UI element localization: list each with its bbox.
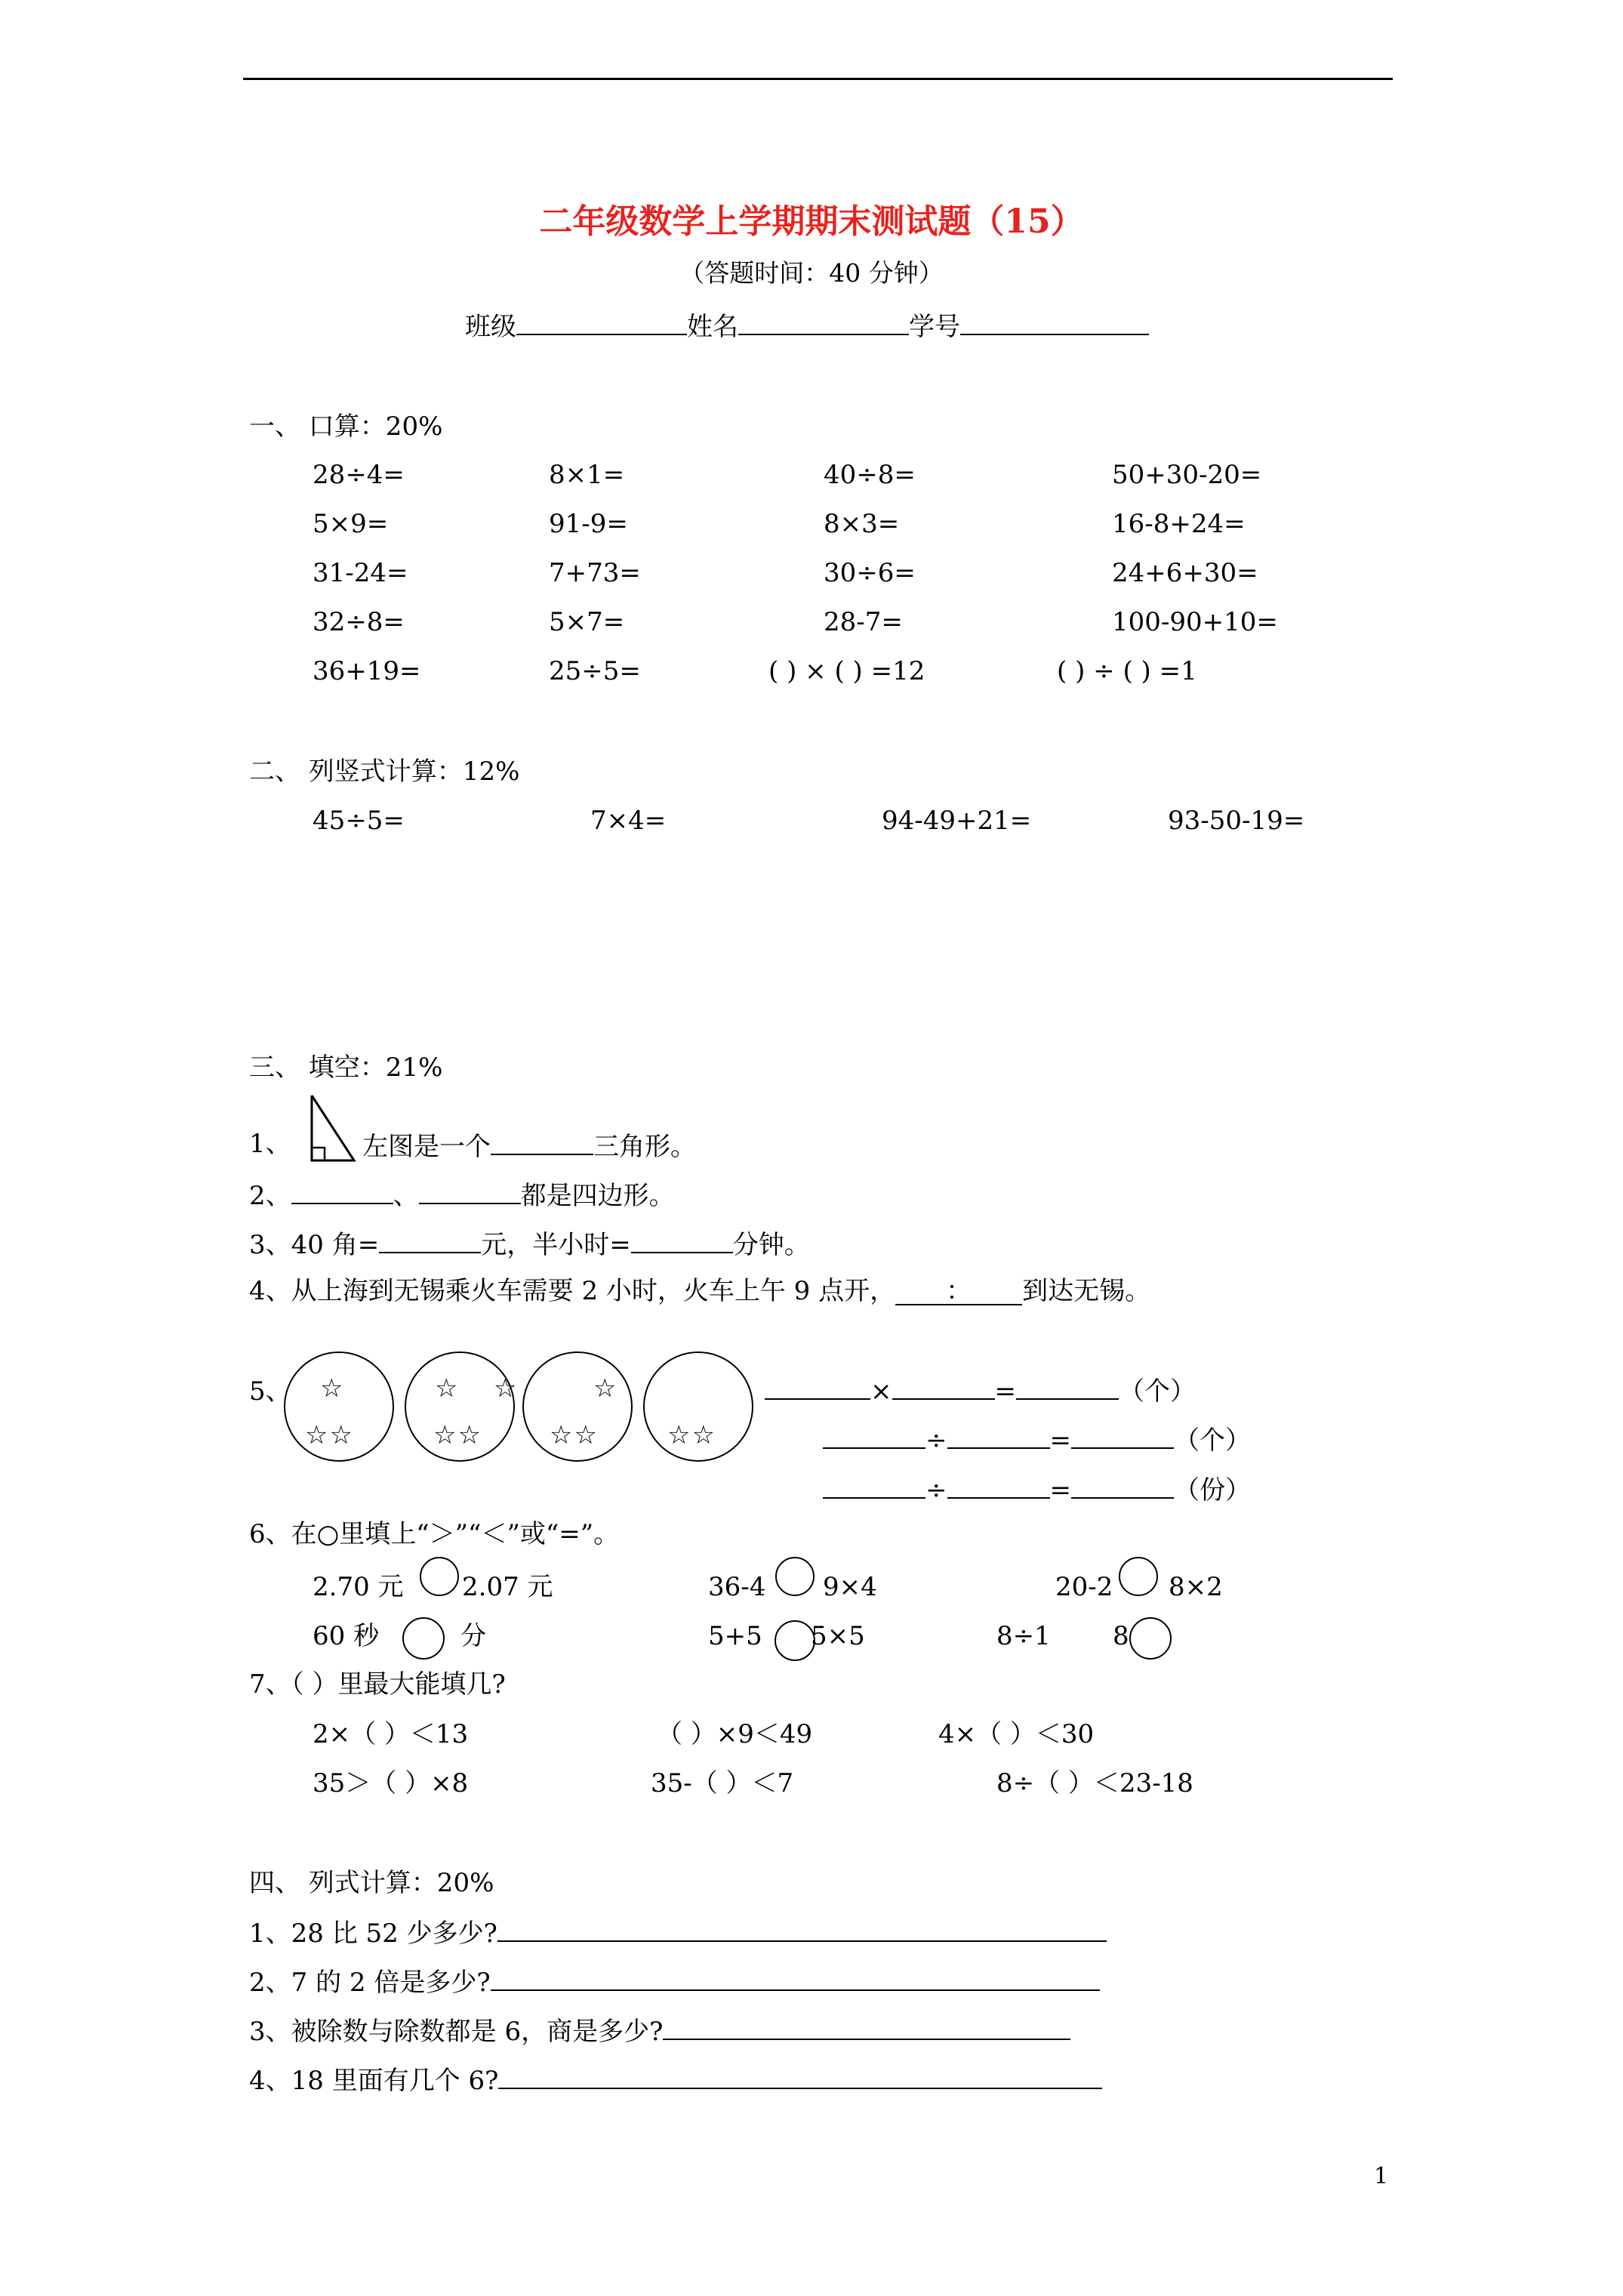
q5-number: 5、 [249, 1376, 291, 1407]
q5-equation-2 [823, 1425, 1251, 1456]
s4-answer-line-2[interactable] [491, 1967, 1100, 1991]
q3-text-a: 3、40 角= [249, 1230, 380, 1260]
compare-circle[interactable] [1119, 1557, 1158, 1596]
q5-l3-op: ÷ [925, 1475, 947, 1505]
id-field[interactable] [960, 311, 1149, 335]
s1-r2-c2: 91-9= [549, 509, 628, 539]
s1-r4-c3: 28-7= [824, 607, 903, 637]
q3-blank-1[interactable] [379, 1229, 481, 1253]
q5-l2-unit: （个） [1174, 1425, 1251, 1456]
s1-r1-c3: 40÷8= [824, 460, 916, 490]
s4-answer-line-1[interactable] [497, 1918, 1107, 1942]
star-pair-icon: ☆☆ [667, 1420, 716, 1450]
right-triangle-figure [310, 1093, 356, 1163]
compare-circle[interactable] [1129, 1617, 1172, 1660]
s4-item-3-text: 3、被除数与除数都是 6，商是多少? [249, 2017, 664, 2047]
q5-l1-blank-1[interactable] [765, 1376, 870, 1400]
s1-r5-c1: 36+19= [313, 656, 421, 686]
q5-l1-eq: = [994, 1376, 1016, 1407]
q4-text-b: 到达无锡。 [1022, 1276, 1151, 1306]
class-field[interactable] [516, 311, 687, 335]
q5-equation-3 [823, 1475, 1251, 1503]
s4-item-2 [249, 1967, 1100, 1996]
q1-number: 1、 [249, 1129, 291, 1159]
s1-r4-c2: 5×7= [549, 607, 625, 637]
q2-line [249, 1180, 675, 1209]
header-rule [243, 78, 1393, 80]
s4-item-2-text: 2、7 的 2 倍是多少? [249, 1968, 491, 1998]
s4-item-1 [249, 1918, 1107, 1949]
q6-r1-c-left: 20-2 [1055, 1572, 1113, 1602]
time-note: （答题时间：40 分钟） [679, 258, 944, 288]
s1-r5-c2: 25÷5= [549, 656, 641, 686]
q5-l3-eq: = [1049, 1475, 1071, 1505]
s1-r2-c1: 5×9= [313, 509, 389, 539]
q2-number: 2、 [249, 1181, 291, 1211]
section4-heading: 四、 列式计算：20% [249, 1868, 494, 1898]
s4-answer-line-4[interactable] [498, 2065, 1102, 2089]
s2-item-1: 45÷5= [313, 806, 405, 836]
q3-text-b: 元，半小时= [481, 1230, 631, 1260]
star-icon: ☆ [435, 1373, 458, 1404]
q5-l1-op: × [870, 1376, 892, 1407]
q7-r1-1: 2×（ ）＜13 [313, 1719, 469, 1749]
q5-l3-blank-3[interactable] [1071, 1475, 1174, 1499]
star-pair-icon: ☆☆ [433, 1420, 482, 1450]
q5-l3-blank-2[interactable] [947, 1475, 1050, 1499]
page-number: 1 [1374, 2163, 1389, 2190]
q6-r2-b-left: 5+5 [708, 1621, 762, 1651]
s1-r4-c4: 100-90+10= [1112, 607, 1278, 637]
q4-colon: ： [946, 1276, 972, 1306]
q7-r2-1: 35＞（ ）×8 [313, 1768, 469, 1798]
section3-heading: 三、 填空：21% [249, 1052, 443, 1083]
q6-prompt: 6、在○里填上“＞”“＜”或“=”。 [249, 1519, 620, 1549]
q5-l2-blank-2[interactable] [947, 1425, 1050, 1449]
s1-r5-c3: ( ) × ( ) =12 [768, 656, 925, 686]
s1-r2-c3: 8×3= [824, 509, 900, 539]
q4-text-a: 4、从上海到无锡乘火车需要 2 小时，火车上午 9 点开， [249, 1276, 896, 1306]
section2-heading: 二、 列竖式计算：12% [249, 757, 520, 787]
q1-text [362, 1131, 696, 1160]
s1-r1-c2: 8×1= [549, 460, 625, 490]
q7-r2-3: 8÷（ ）＜23-18 [996, 1768, 1193, 1798]
id-label: 学号 [909, 312, 960, 342]
star-icon: ☆ [494, 1373, 517, 1404]
q5-l2-op: ÷ [925, 1425, 947, 1456]
q5-l2-blank-3[interactable] [1071, 1425, 1174, 1449]
q6-r1-c-right: 8×2 [1169, 1572, 1223, 1602]
q6-r2-a-left: 60 秒 [313, 1621, 380, 1651]
q6-r1-b-right: 9×4 [823, 1572, 877, 1602]
q7-prompt: 7、（ ）里最大能填几? [249, 1669, 506, 1700]
section1-heading: 一、 口算：20% [249, 411, 443, 442]
s1-r3-c1: 31-24= [313, 558, 408, 588]
q5-equation-1 [765, 1376, 1196, 1407]
compare-circle[interactable] [420, 1557, 459, 1596]
class-label: 班级 [465, 312, 516, 342]
s1-r3-c4: 24+6+30= [1112, 558, 1258, 588]
q2-blank-2[interactable] [419, 1180, 521, 1204]
q5-l3-unit: （份） [1174, 1475, 1251, 1505]
q2-separator: 、 [393, 1181, 419, 1211]
compare-circle[interactable] [775, 1557, 815, 1596]
q2-text: 都是四边形。 [520, 1181, 675, 1211]
s1-r2-c4: 16-8+24= [1112, 509, 1246, 539]
s4-item-1-text: 1、28 比 52 少多少? [249, 1918, 497, 1949]
star-pair-icon: ☆☆ [305, 1420, 354, 1450]
q6-r2-b-right: 5×5 [811, 1621, 865, 1651]
q7-r1-3: 4×（ ）＜30 [938, 1719, 1095, 1749]
student-info-line [465, 311, 1149, 340]
q3-line [249, 1229, 810, 1258]
compare-circle[interactable] [402, 1617, 445, 1660]
page-title: 二年级数学上学期期末测试题（15） [539, 202, 1084, 241]
star-icon: ☆ [593, 1373, 617, 1404]
s1-r4-c1: 32÷8= [313, 607, 405, 637]
q4-line [249, 1278, 1150, 1305]
q5-l1-blank-2[interactable] [892, 1376, 995, 1400]
q6-r1-a-left: 2.70 元 [313, 1572, 404, 1602]
s4-item-4 [249, 2065, 1102, 2094]
q7-r2-2: 35-（ ）＜7 [651, 1768, 794, 1798]
s4-answer-line-3[interactable] [663, 2016, 1070, 2040]
s1-r3-c3: 30÷6= [824, 558, 916, 588]
q6-r1-a-right: 2.07 元 [462, 1572, 553, 1602]
q6-r2-a-right: 分 [460, 1621, 486, 1651]
s2-item-2: 7×4= [590, 806, 667, 836]
q6-r2-c-left: 8÷1 [996, 1621, 1051, 1651]
q6-r2-c-right: 8 [1113, 1621, 1129, 1651]
q4-time-blank[interactable] [895, 1278, 1022, 1305]
q2-blank-1[interactable] [291, 1180, 393, 1204]
q5-l1-unit: （个） [1119, 1376, 1196, 1407]
name-field[interactable] [738, 311, 909, 335]
star-pair-icon: ☆☆ [550, 1420, 599, 1450]
q5-l2-blank-1[interactable] [823, 1425, 925, 1449]
s4-item-4-text: 4、18 里面有几个 6? [249, 2066, 499, 2096]
s2-item-4: 93-50-19= [1168, 806, 1305, 836]
s1-r1-c4: 50+30-20= [1112, 460, 1262, 490]
s4-item-3 [249, 2016, 1070, 2045]
compare-circle[interactable] [775, 1620, 815, 1661]
q1-text-a: 左图是一个 [362, 1132, 491, 1162]
s1-r5-c4: ( ) ÷ ( ) =1 [1057, 656, 1197, 686]
star-icon: ☆ [320, 1373, 343, 1404]
s1-r3-c2: 7+73= [549, 558, 641, 588]
q3-text-c: 分钟。 [732, 1230, 810, 1260]
q3-blank-2[interactable] [631, 1229, 733, 1253]
q7-r1-2: （ ）×9＜49 [657, 1719, 813, 1749]
q1-text-b: 三角形。 [593, 1132, 696, 1162]
s2-item-3: 94-49+21= [882, 806, 1032, 836]
name-label: 姓名 [687, 312, 738, 342]
q6-r1-b-left: 36-4 [708, 1572, 766, 1602]
q5-l2-eq: = [1049, 1425, 1071, 1456]
q5-l3-blank-1[interactable] [823, 1475, 925, 1499]
q1-blank[interactable] [491, 1131, 593, 1155]
s1-r1-c1: 28÷4= [313, 460, 405, 490]
q5-l1-blank-3[interactable] [1016, 1376, 1119, 1400]
